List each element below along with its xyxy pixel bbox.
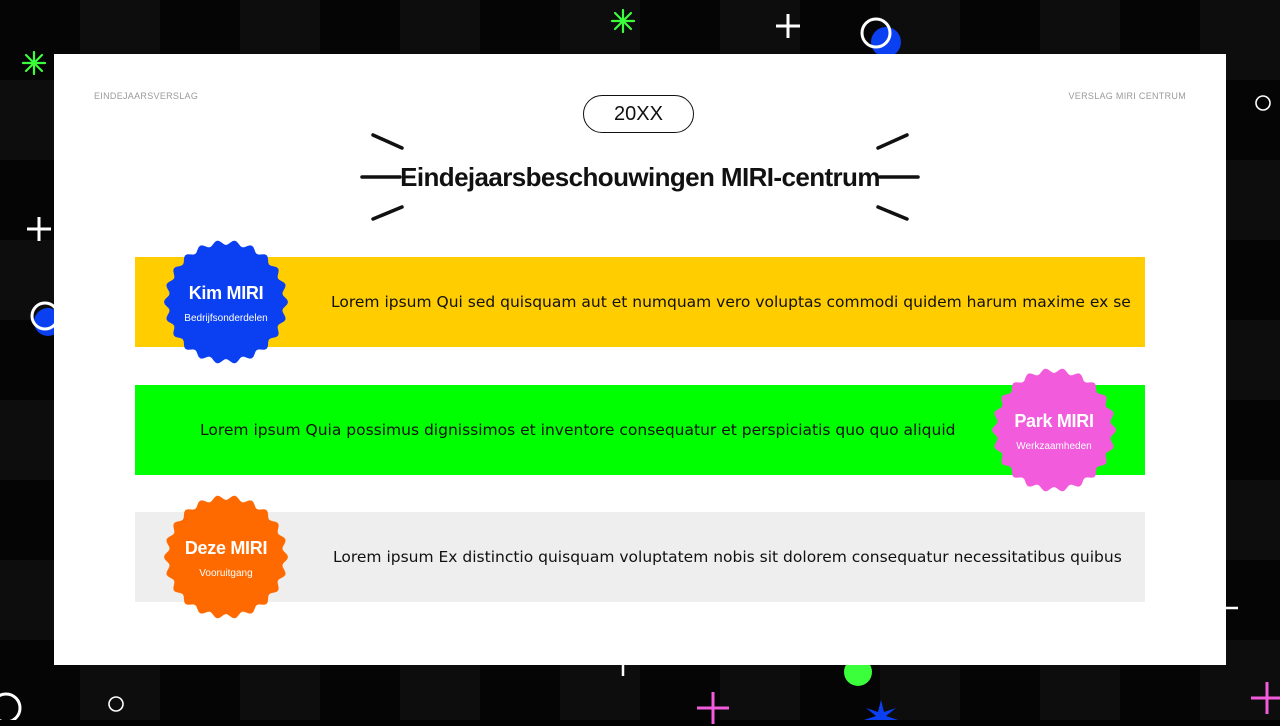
slide-card [54, 54, 1226, 665]
year-pill [583, 95, 694, 133]
star-icon [21, 50, 47, 76]
row-text: Lorem ipsum Qui sed quisquam aut et numquam vero voluptas commodi quidem harum maxime ex se [331, 293, 1131, 311]
badge-name: Kim MIRI [188, 283, 264, 303]
badge-role: Vooruitgang [199, 568, 253, 579]
header-right: VERSLAG MIRI CENTRUM [1068, 91, 1186, 101]
star-icon [864, 700, 898, 720]
plus-icon [774, 12, 802, 40]
plus-icon [25, 215, 53, 243]
star-icon [610, 8, 636, 34]
page-title: Eindejaarsbeschouwingen MIRI-centrum [400, 162, 880, 192]
badge-name: Deze MIRI [184, 538, 268, 558]
circle-icon [107, 695, 125, 713]
badge-park [992, 368, 1116, 492]
badge-role: Werkzaamheden [1016, 441, 1092, 452]
badge-deze [164, 495, 288, 619]
row-text: Lorem ipsum Ex distinctio quisquam voluptatem nobis sit dolorem consequatur necessitatibus quibus [333, 548, 1122, 566]
plus-icon [695, 690, 731, 726]
year-label: 20XX [614, 102, 663, 125]
circle-icon [1254, 94, 1272, 112]
badge-role: Bedrijfsonderdelen [184, 313, 268, 324]
badge-name: Park MIRI [1014, 411, 1094, 431]
header-left: EINDEJAARSVERSLAG [94, 91, 199, 101]
plus-icon [1249, 680, 1280, 716]
badge-kim [164, 240, 288, 364]
plus-icon [1224, 600, 1240, 616]
row-text: Lorem ipsum Quia possimus dignissimos et inventore consequatur et perspiciatis quo quo aliquid [200, 421, 956, 439]
circle-icon [0, 690, 26, 720]
